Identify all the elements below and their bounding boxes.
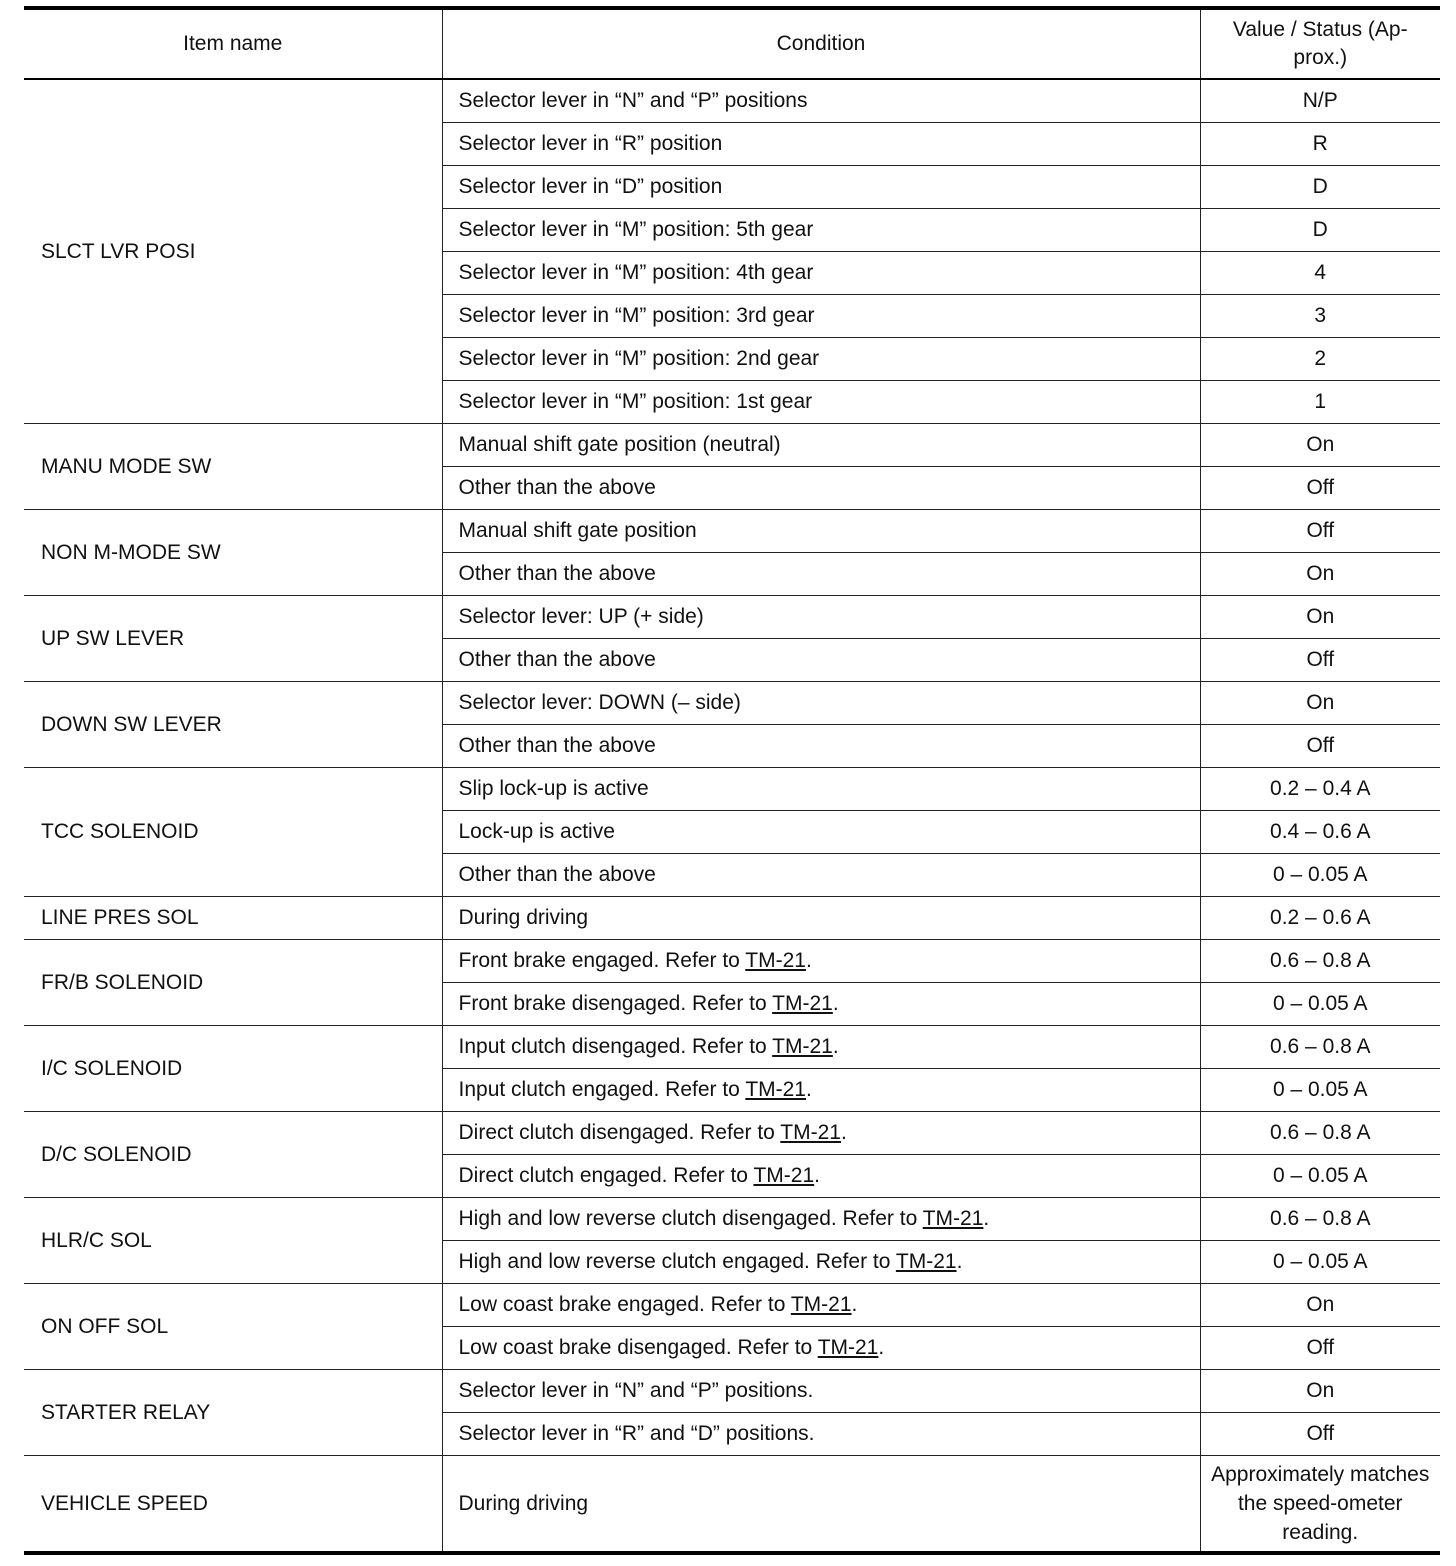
condition-text: Low coast brake engaged. Refer to <box>458 1293 791 1316</box>
item-name-cell: LINE PRES SOL <box>24 897 442 940</box>
value-status-cell: On <box>1200 1370 1440 1413</box>
item-condition-value-table <box>24 6 1440 1555</box>
item-group <box>24 510 1440 596</box>
condition-cell <box>442 1069 1200 1112</box>
item-group <box>24 682 1440 768</box>
item-name-cell: TCC SOLENOID <box>24 768 442 897</box>
value-status-cell: 0 – 0.05 A <box>1200 854 1440 897</box>
condition-text: Selector lever in “M” position: 5th gear <box>458 218 814 241</box>
table-row <box>24 1456 1440 1554</box>
item-group <box>24 768 1440 897</box>
reference-link[interactable]: TM-21 <box>780 1121 841 1144</box>
condition-cell <box>442 983 1200 1026</box>
condition-text: Selector lever in “R” position <box>458 132 723 155</box>
item-name-cell: STARTER RELAY <box>24 1370 442 1456</box>
table-row <box>24 1284 1440 1327</box>
condition-suffix: . <box>956 1250 963 1273</box>
condition-text: Manual shift gate position <box>458 519 697 542</box>
table-header <box>24 8 1440 79</box>
item-group <box>24 1456 1440 1554</box>
condition-cell <box>442 1155 1200 1198</box>
condition-text: Selector lever in “M” position: 3rd gear <box>458 304 815 327</box>
item-group <box>24 1198 1440 1284</box>
item-group <box>24 897 1440 940</box>
item-name-cell: MANU MODE SW <box>24 424 442 510</box>
item-group <box>24 1370 1440 1456</box>
condition-cell <box>442 467 1200 510</box>
value-status-cell: On <box>1200 682 1440 725</box>
value-status-cell: Off <box>1200 510 1440 553</box>
condition-text: Input clutch disengaged. Refer to <box>458 1035 773 1058</box>
condition-text: Other than the above <box>458 863 656 886</box>
table-row <box>24 1112 1440 1155</box>
condition-text: Other than the above <box>458 562 656 585</box>
condition-cell <box>442 553 1200 596</box>
item-name-cell: D/C SOLENOID <box>24 1112 442 1198</box>
item-group <box>24 424 1440 510</box>
value-status-cell: 0.6 – 0.8 A <box>1200 1112 1440 1155</box>
item-group <box>24 1026 1440 1112</box>
value-status-cell: 1 <box>1200 381 1440 424</box>
value-status-cell: 0.6 – 0.8 A <box>1200 1198 1440 1241</box>
item-name-cell: I/C SOLENOID <box>24 1026 442 1112</box>
value-status-cell: 4 <box>1200 252 1440 295</box>
condition-text: Selector lever in “M” position: 2nd gear <box>458 347 820 370</box>
value-status-cell: On <box>1200 424 1440 467</box>
condition-text: High and low reverse clutch disengaged. Refer to <box>458 1207 923 1230</box>
value-status-cell: 0.2 – 0.6 A <box>1200 897 1440 940</box>
condition-text: High and low reverse clutch engaged. Refer to <box>458 1250 896 1273</box>
condition-text: Lock-up is active <box>458 820 615 843</box>
condition-cell <box>442 1284 1200 1327</box>
table-row <box>24 596 1440 639</box>
condition-suffix: . <box>805 949 812 972</box>
condition-text: Front brake disengaged. Refer to <box>458 992 773 1015</box>
condition-cell <box>442 725 1200 768</box>
condition-cell <box>442 123 1200 166</box>
value-status-cell: Off <box>1200 467 1440 510</box>
condition-text: Selector lever in “N” and “P” positions <box>458 89 808 112</box>
condition-cell <box>442 596 1200 639</box>
item-name-cell: VEHICLE SPEED <box>24 1456 442 1554</box>
condition-text: Low coast brake disengaged. Refer to <box>458 1336 818 1359</box>
table-row <box>24 424 1440 467</box>
condition-text: Selector lever in “D” position <box>458 175 723 198</box>
reference-link[interactable]: TM-21 <box>745 949 806 972</box>
reference-link[interactable]: TM-21 <box>745 1078 806 1101</box>
table-row <box>24 1198 1440 1241</box>
value-status-cell: 0.6 – 0.8 A <box>1200 1026 1440 1069</box>
reference-link[interactable]: TM-21 <box>817 1336 879 1359</box>
table-row <box>24 768 1440 811</box>
item-name-cell: FR/B SOLENOID <box>24 940 442 1026</box>
header-row <box>24 8 1440 79</box>
condition-cell <box>442 381 1200 424</box>
value-status-cell: Off <box>1200 725 1440 768</box>
value-status-cell: 0 – 0.05 A <box>1200 1155 1440 1198</box>
value-status-cell: N/P <box>1200 79 1440 123</box>
condition-text: Selector lever: UP (+ side) <box>458 605 704 628</box>
item-name-cell: HLR/C SOL <box>24 1198 442 1284</box>
condition-cell <box>442 1327 1200 1370</box>
condition-cell <box>442 768 1200 811</box>
condition-text: Other than the above <box>458 648 656 671</box>
value-status-cell: Approximately matches the speed-ometer reading. <box>1200 1456 1440 1554</box>
condition-cell <box>442 510 1200 553</box>
condition-suffix: . <box>878 1336 885 1359</box>
condition-cell <box>442 338 1200 381</box>
condition-cell <box>442 424 1200 467</box>
reference-link[interactable]: TM-21 <box>922 1207 984 1230</box>
condition-text: Input clutch engaged. Refer to <box>458 1078 746 1101</box>
condition-suffix: . <box>851 1293 858 1316</box>
condition-text: Selector lever in “R” and “D” positions. <box>458 1422 815 1445</box>
item-name-cell: DOWN SW LEVER <box>24 682 442 768</box>
condition-text: Other than the above <box>458 476 656 499</box>
condition-text: During driving <box>458 906 589 929</box>
condition-cell <box>442 79 1200 123</box>
item-group <box>24 1112 1440 1198</box>
item-group <box>24 940 1440 1026</box>
item-group <box>24 1284 1440 1370</box>
condition-cell <box>442 639 1200 682</box>
condition-text: Direct clutch engaged. Refer to <box>458 1164 754 1187</box>
value-status-cell: 0 – 0.05 A <box>1200 1069 1440 1112</box>
table-row <box>24 79 1440 123</box>
condition-cell <box>442 854 1200 897</box>
condition-cell <box>442 1413 1200 1456</box>
reference-link[interactable]: TM-21 <box>790 1293 852 1316</box>
header-condition: Condition <box>442 8 1200 79</box>
reference-link[interactable]: TM-21 <box>753 1164 815 1187</box>
condition-text: During driving <box>458 1491 589 1515</box>
reference-link[interactable]: TM-21 <box>895 1250 957 1273</box>
reference-link[interactable]: TM-21 <box>772 992 833 1015</box>
condition-cell <box>442 209 1200 252</box>
condition-suffix: . <box>983 1207 990 1230</box>
condition-cell <box>442 252 1200 295</box>
condition-cell <box>442 1198 1200 1241</box>
condition-text: Slip lock-up is active <box>458 777 649 800</box>
condition-text: Direct clutch disengaged. Refer to <box>458 1121 781 1144</box>
value-status-cell: 0.6 – 0.8 A <box>1200 940 1440 983</box>
reference-link[interactable]: TM-21 <box>772 1035 833 1058</box>
condition-cell <box>442 940 1200 983</box>
condition-text: Manual shift gate position (neutral) <box>458 433 781 456</box>
condition-suffix: . <box>840 1121 847 1144</box>
header-value-status: Value / Status (Ap-prox.) <box>1200 8 1440 79</box>
table-row <box>24 682 1440 725</box>
table-row <box>24 1026 1440 1069</box>
table-row <box>24 1370 1440 1413</box>
value-status-cell: 2 <box>1200 338 1440 381</box>
table-row <box>24 940 1440 983</box>
item-group <box>24 79 1440 424</box>
value-status-cell: 0.4 – 0.6 A <box>1200 811 1440 854</box>
condition-text: Selector lever in “M” position: 4th gear <box>458 261 814 284</box>
condition-cell <box>442 1026 1200 1069</box>
table-row <box>24 897 1440 940</box>
value-status-cell: 0 – 0.05 A <box>1200 983 1440 1026</box>
condition-cell <box>442 811 1200 854</box>
condition-cell <box>442 1456 1200 1554</box>
value-status-cell: Off <box>1200 639 1440 682</box>
condition-cell <box>442 682 1200 725</box>
header-item-name: Item name <box>24 8 442 79</box>
table-row <box>24 510 1440 553</box>
condition-suffix: . <box>832 1035 839 1058</box>
item-name-cell: SLCT LVR POSI <box>24 79 442 424</box>
value-status-cell: Off <box>1200 1327 1440 1370</box>
condition-text: Other than the above <box>458 734 656 757</box>
condition-cell <box>442 295 1200 338</box>
condition-suffix: . <box>814 1164 820 1187</box>
value-status-cell: Off <box>1200 1413 1440 1456</box>
condition-text: Front brake engaged. Refer to <box>458 949 746 972</box>
condition-suffix: . <box>806 1078 812 1101</box>
item-name-cell: ON OFF SOL <box>24 1284 442 1370</box>
condition-cell <box>442 1370 1200 1413</box>
condition-suffix: . <box>832 992 839 1015</box>
condition-text: Selector lever in “N” and “P” positions. <box>458 1379 814 1402</box>
value-status-cell: On <box>1200 596 1440 639</box>
value-status-cell: 3 <box>1200 295 1440 338</box>
value-status-cell: D <box>1200 209 1440 252</box>
condition-cell <box>442 1112 1200 1155</box>
value-status-cell: R <box>1200 123 1440 166</box>
value-status-cell: On <box>1200 1284 1440 1327</box>
item-name-cell: UP SW LEVER <box>24 596 442 682</box>
value-status-cell: D <box>1200 166 1440 209</box>
value-status-cell: 0 – 0.05 A <box>1200 1241 1440 1284</box>
value-status-cell: On <box>1200 553 1440 596</box>
item-name-cell: NON M-MODE SW <box>24 510 442 596</box>
condition-cell <box>442 897 1200 940</box>
condition-cell <box>442 1241 1200 1284</box>
condition-text: Selector lever: DOWN (– side) <box>458 691 741 714</box>
condition-cell <box>442 166 1200 209</box>
condition-text: Selector lever in “M” position: 1st gear <box>458 390 813 413</box>
item-group <box>24 596 1440 682</box>
value-status-cell: 0.2 – 0.4 A <box>1200 768 1440 811</box>
